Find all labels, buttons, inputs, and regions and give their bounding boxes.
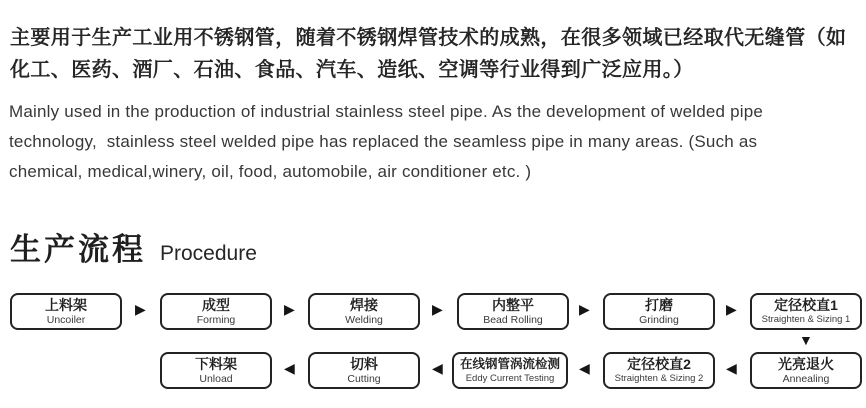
- arrow-left-icon: ◀: [579, 360, 590, 376]
- intro-paragraph-zh: [10, 22, 860, 86]
- arrow-right-icon: ▶: [135, 301, 146, 317]
- flow-step-label-zh: 内整平: [492, 296, 534, 313]
- flow-step-label-en: Grinding: [639, 313, 679, 326]
- arrow-right-icon: ▶: [579, 301, 590, 317]
- flow-step-uncoiler: [10, 293, 122, 330]
- flow-step-label-en: Straighten & Sizing 1: [761, 313, 851, 325]
- intro-en-line-1: Mainly used in the production of industrial stainless steel pipe. As the development of welded pipe: [9, 102, 764, 121]
- intro-paragraph-en: [9, 97, 861, 187]
- flow-step-label-en: Annealing: [782, 372, 830, 385]
- flow-step-label-en: Forming: [196, 313, 236, 326]
- flow-step-label-zh: 定径校直2: [627, 355, 691, 372]
- intro-en-line-3: chemical, medical,winery, oil, food, automobile, air conditioner etc. ): [9, 162, 532, 181]
- intro-zh-line-2: 化工、医药、酒厂、石油、食品、汽车、造纸、空调等行业得到广泛应用。）: [10, 59, 694, 81]
- section-title-en: Procedure: [160, 242, 257, 265]
- flow-step-label-zh: 切料: [350, 355, 378, 372]
- flow-step-bead-rolling: [457, 293, 569, 330]
- arrow-left-icon: ◀: [432, 360, 443, 376]
- flow-step-label-zh: 上料架: [45, 296, 87, 313]
- arrow-right-icon: ▶: [726, 301, 737, 317]
- flow-step-label-en: Cutting: [347, 372, 381, 385]
- flow-step-label-zh: 定径校直1: [774, 296, 838, 313]
- flow-step-annealing: [750, 352, 862, 389]
- section-heading: [10, 224, 257, 269]
- flow-step-label-en: Uncoiler: [46, 313, 86, 326]
- arrow-down-icon: ▼: [799, 332, 813, 348]
- arrow-right-icon: ▶: [284, 301, 295, 317]
- flow-step-cutting: [308, 352, 420, 389]
- flow-step-straighten-sizing-2: [603, 352, 715, 389]
- section-title-zh: 生产流程: [10, 232, 146, 267]
- flow-step-eddy-current-testing: [452, 352, 568, 389]
- flow-step-welding: [308, 293, 420, 330]
- flow-step-label-en: Unload: [199, 372, 233, 385]
- flow-step-label-zh: 打磨: [645, 296, 673, 313]
- arrow-left-icon: ◀: [284, 360, 295, 376]
- flow-step-label-en: Bead Rolling: [483, 313, 543, 326]
- flow-step-unload: [160, 352, 272, 389]
- flow-step-label-en: Eddy Current Testing: [465, 372, 555, 384]
- flow-step-straighten-sizing-1: [750, 293, 862, 330]
- intro-zh-line-1: 主要用于生产工业用不锈钢管，随着不锈钢焊管技术的成熟，在很多领域已经取代无缝管（如: [10, 27, 847, 49]
- flow-step-label-zh: 在线钢管涡流检测: [459, 356, 560, 371]
- intro-en-line-2: technology, stainless steel welded pipe has replaced the seamless pipe in many areas. (Such as: [9, 132, 758, 151]
- flow-step-label-zh: 光亮退火: [778, 355, 834, 372]
- flow-step-label-zh: 成型: [202, 296, 230, 313]
- flow-step-label-zh: 焊接: [350, 296, 378, 313]
- flow-step-label-en: Welding: [345, 313, 383, 326]
- arrow-left-icon: ◀: [726, 360, 737, 376]
- arrow-right-icon: ▶: [432, 301, 443, 317]
- flow-step-forming: [160, 293, 272, 330]
- flow-step-label-en: Straighten & Sizing 2: [614, 372, 704, 384]
- flow-step-label-zh: 下料架: [195, 355, 237, 372]
- flow-step-grinding: [603, 293, 715, 330]
